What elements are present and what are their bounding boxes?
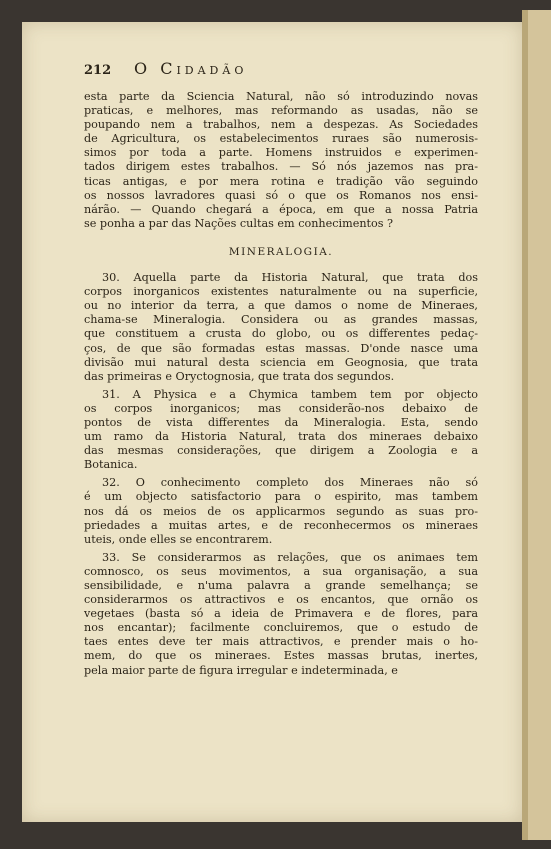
page-fold [522,10,528,840]
text-line: das primeiras e Oryctognosia, que trata dos segundos. [84,369,395,383]
text-line: Se considerarmos as relações, que os animaes tem [131,550,478,564]
page-text [84,59,478,678]
text-line: taes entes deve ter mais attractivos, e prender mais o ho- [84,635,478,649]
paragraph-30 [84,271,478,384]
page-header [84,59,478,82]
text-line: um ramo da Historia Natural, trata dos mineraes debaixo [84,430,478,444]
paragraph-33 [84,551,478,678]
text-line: Botanica. [84,458,138,472]
text-line: pontos de vista differentes da Mineralogia. Esta, sendo [84,415,478,429]
paragraph-number: 30. [102,271,134,285]
text-line: corpos inorganicos existentes naturalmente ou na superficie, [84,285,478,299]
paragraph-number: 31. [102,387,133,401]
text-line: nos dá os meios de os applicarmos segundo as suas pro- [84,504,478,518]
page-number: 212 [84,63,112,78]
text-line: mem, do que os mineraes. Estes massas brutas, inertes, [84,649,478,663]
intro-paragraph [84,90,478,231]
text-line: poupando nem a trabalhos, nem a despezas. As Sociedades [84,118,478,132]
text-line: tados dirigem estes trabalhos. — Só nós jazemos nas pra- [84,160,478,174]
paragraph-first-line [84,551,478,565]
paragraph-number: 33. [102,550,132,564]
text-line: vegetaes (basta só a ideia de Primavera e de flores, para [84,607,478,621]
running-title: O Cidadão [134,59,248,78]
text-line: sensibilidade, e n'uma palavra a grande semelhança; se [84,579,478,592]
text-line: nos encantar); facilmente concluiremos, que o estudo de [84,621,478,635]
paragraph-first-line [84,476,478,490]
text-line: é um objecto satisfactorio para o espirito, mas tambem [84,490,478,504]
text-line: Aquella parte da Historia Natural, que trata dos [133,271,478,285]
text-line: praticas, e melhores, mas reformando as usadas, não se [84,104,478,118]
text-line: A Physica e a Chymica tambem tem por objecto [132,387,478,401]
paragraph-number: 32. [102,476,136,490]
text-line: divisão mui natural desta sciencia em Geognosia, que trata [84,355,478,369]
text-line: priedades a muitas artes, e de reconhecermos os mineraes [84,518,478,532]
text-line: nárão. — Quando chegará a época, em que a nossa Patria [84,202,478,216]
text-line: chama-se Mineralogia. Considera ou as grandes massas, [84,313,478,327]
numbered-paragraphs [84,271,478,678]
text-line: pela maior parte de figura irregular e indeterminada, e [84,663,398,677]
paragraph-32 [84,476,478,546]
text-line: ou no interior da terra, a que damos o nome de Mineraes, [84,299,478,313]
text-line: de Agricultura, os estabelecimentos ruraes são numerosis- [84,132,478,146]
text-line: comnosco, os seus movimentos, a sua organisação, a sua [84,564,478,578]
text-line: ticas antigas, e por mera rotina e tradição vão seguindo [84,174,478,188]
section-heading: MINERALOGIA. [228,245,334,258]
text-line: considerarmos os attractivos e os encantos, que ornão os [84,593,478,607]
text-line: ços, de que são formadas estas massas. D'onde nasce uma [84,341,478,355]
text-line: esta parte da Sciencia Natural, não só introduzindo novas [84,90,478,103]
text-line: das mesmas considerações, que dirigem a Zoologia e a [84,444,478,458]
text-line: O conhecimento completo dos Mineraes não só [135,476,478,490]
paragraph-first-line [84,271,478,285]
text-line: simos por toda a parte. Homens instruidos e experimen- [84,146,478,160]
text-line: os nossos lavradores quasi só o que os Romanos nos ensi- [84,188,478,202]
text-line: uteis, onde elles se encontrarem. [84,532,273,546]
text-line: se ponha a par das Nações cultas em conhecimentos ? [84,216,394,230]
facing-page-edge [522,10,551,840]
paragraph-first-line [84,388,478,402]
paragraph-31 [84,388,478,473]
text-line: os corpos inorganicos; mas considerão-nos debaixo de [84,401,478,415]
text-line: que constituem a crusta do globo, ou os differentes pedaç- [84,327,478,341]
